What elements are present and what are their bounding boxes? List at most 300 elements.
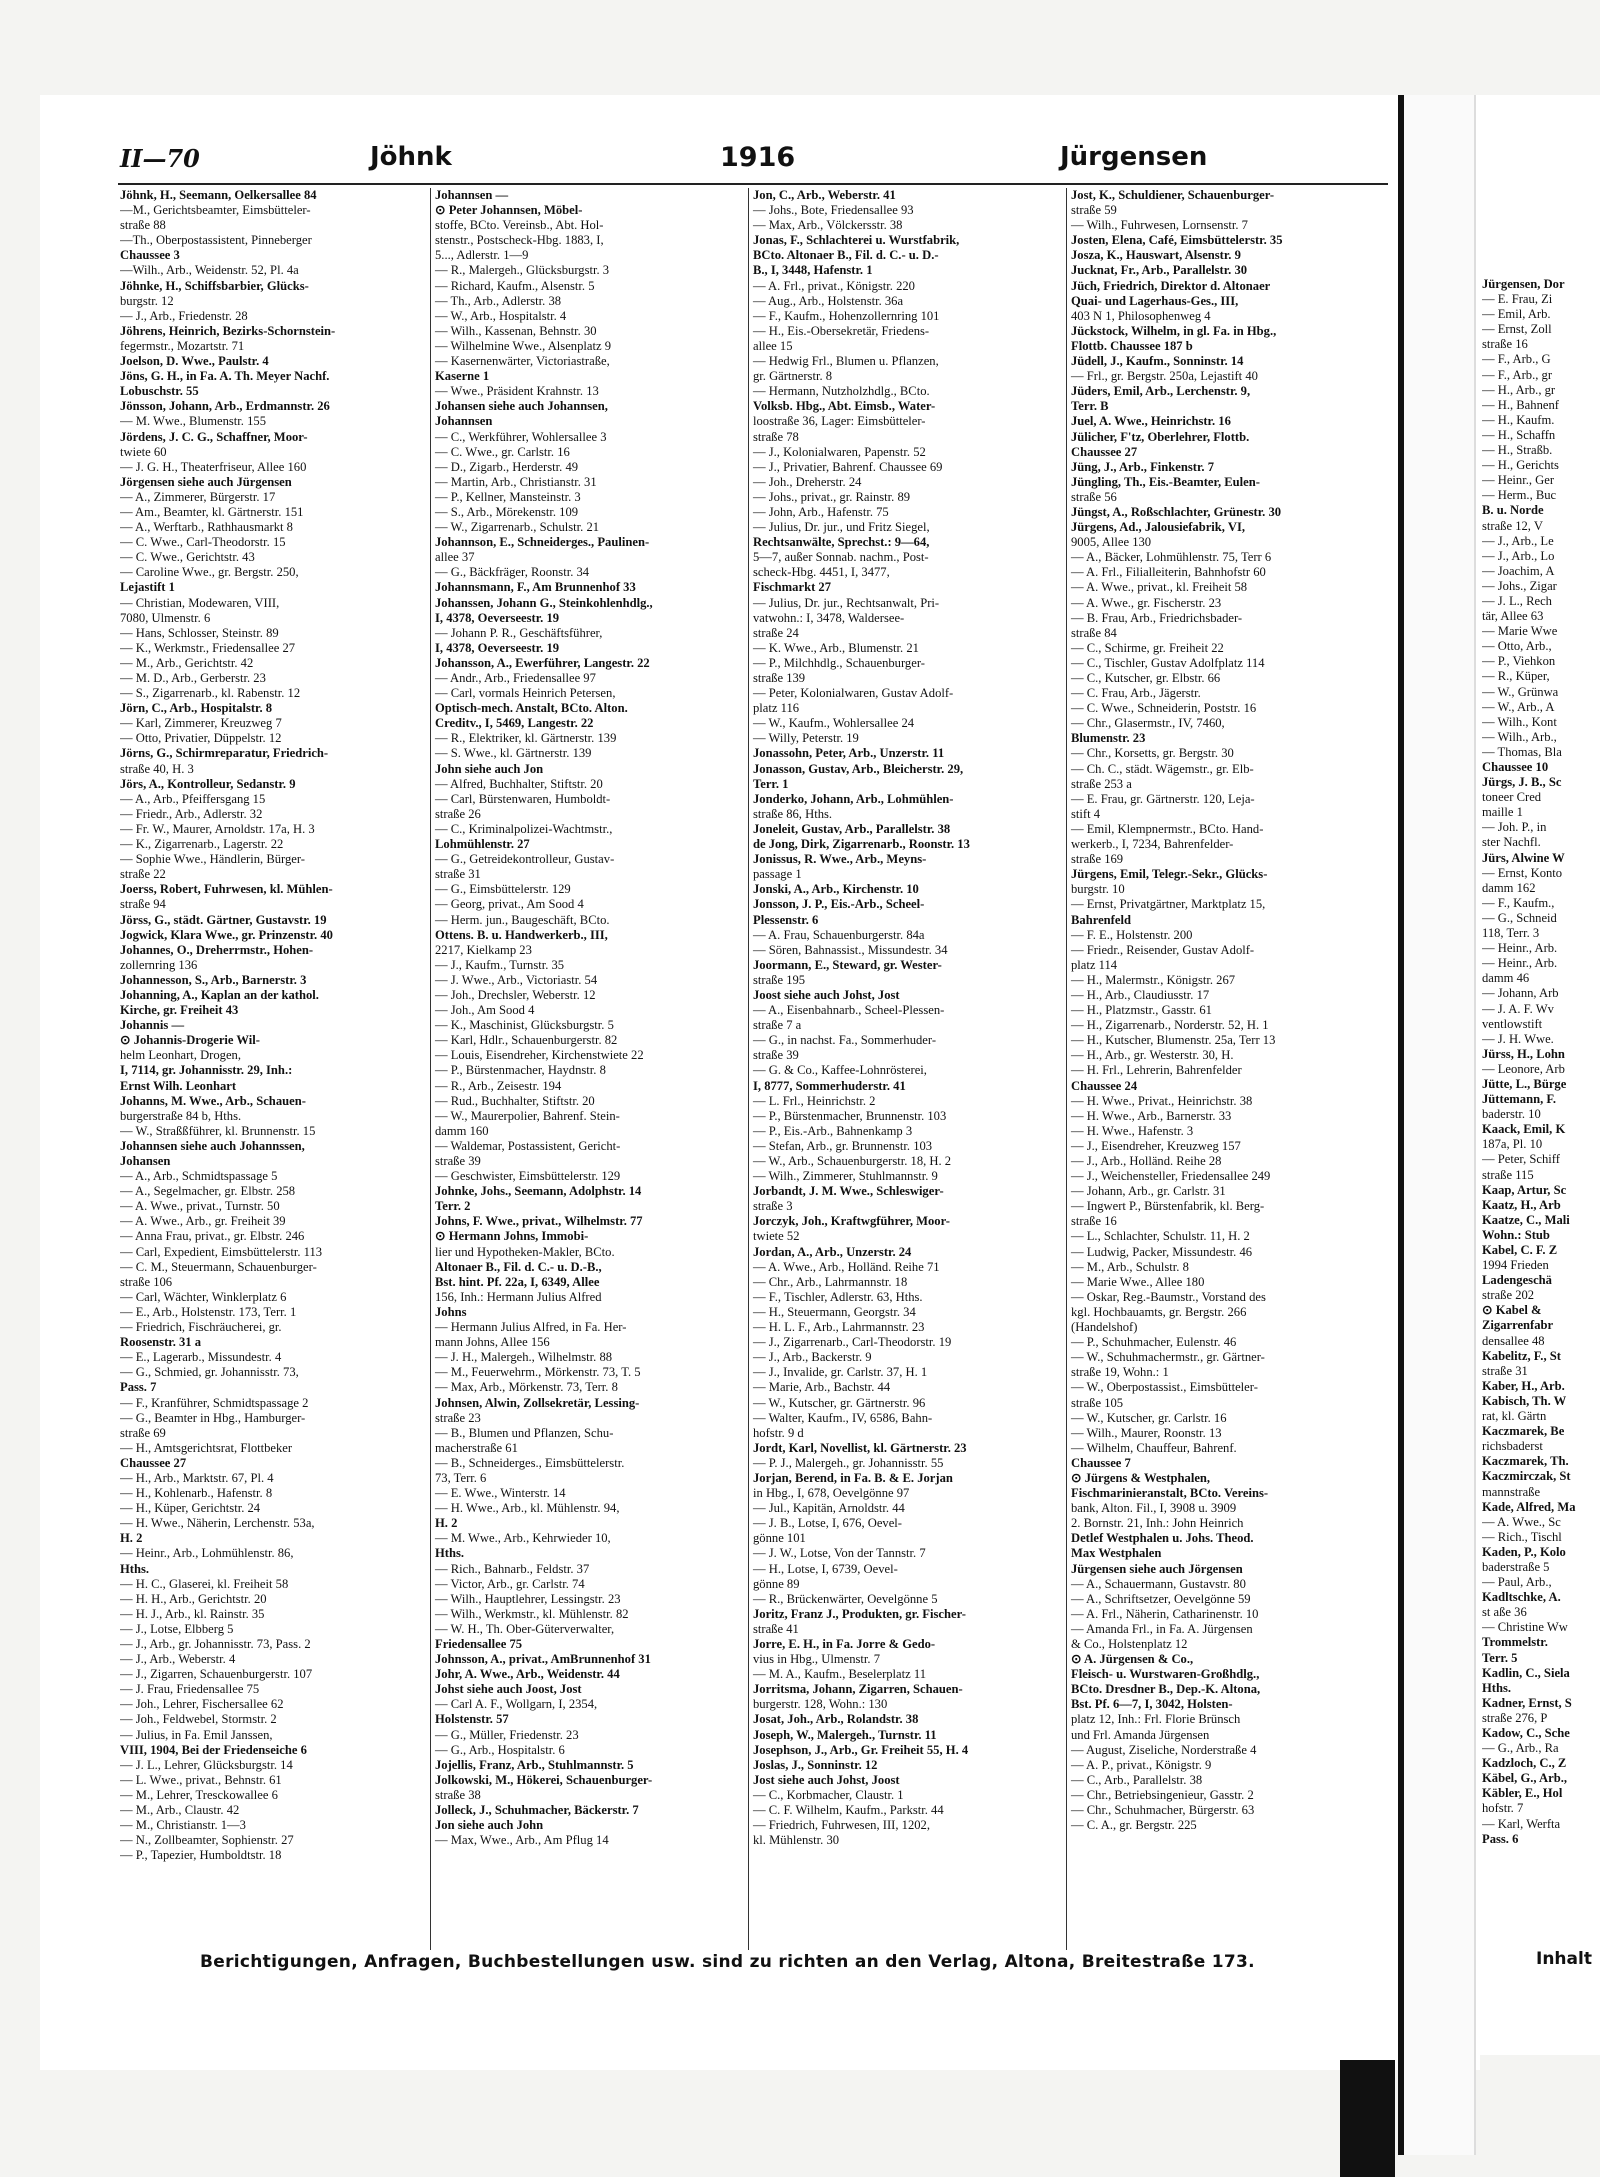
- directory-line: Terr. 5: [1482, 1650, 1518, 1665]
- directory-line: Johansson, A., Ewerführer, Langestr. 22: [435, 655, 650, 670]
- directory-line: I, 4378, Oeverseestr. 19: [435, 610, 560, 625]
- directory-line: — Wilh., Arb.,: [1482, 729, 1557, 744]
- directory-line: Josat, Joh., Arb., Rolandstr. 38: [753, 1712, 919, 1727]
- directory-line: Fischmarinieranstalt, BCto. Vereins-: [1071, 1486, 1269, 1501]
- directory-line: Jonassohn, Peter, Arb., Unzerstr. 11: [753, 746, 945, 761]
- directory-line: — J., Arb., Backerstr. 9: [753, 1350, 872, 1365]
- directory-line: Ottens. B. u. Handwerkerb., III,: [435, 927, 608, 942]
- directory-line: Joormann, E., Steward, gr. Wester-: [753, 957, 942, 972]
- directory-line: — Ernst, Zoll: [1482, 322, 1552, 337]
- directory-line: Jost siehe auch Johst, Joost: [753, 1772, 900, 1787]
- directory-line: straße 202: [1482, 1288, 1535, 1303]
- directory-line: Jonas, F., Schlachterei u. Wurstfabrik,: [753, 233, 960, 248]
- directory-line: — W., Straßßführer, kl. Brunnenstr. 15: [120, 1123, 316, 1138]
- directory-line: — L. Frl., Heinrichstr. 2: [753, 1093, 876, 1108]
- directory-line: Fleisch- u. Wurstwaren-Großhdlg.,: [1071, 1667, 1260, 1682]
- directory-line: — Christian, Modewaren, VIII,: [120, 595, 280, 610]
- directory-line: Bahrenfeld: [1071, 912, 1131, 927]
- directory-line: — J., Arb., Weberstr. 4: [120, 1652, 236, 1667]
- directory-line: — Amanda Frl., in Fa. A. Jürgensen: [1071, 1621, 1253, 1636]
- directory-line: burgstr. 10: [1071, 882, 1125, 897]
- facing-page-footer: Inhalt: [1536, 1949, 1592, 1969]
- directory-line: — Wilh., Hauptlehrer, Lessingstr. 23: [435, 1591, 621, 1606]
- directory-line: Lohmühlenstr. 27: [435, 837, 530, 852]
- directory-line: — A., Bäcker, Lohmühlenstr. 75, Terr 6: [1071, 550, 1272, 565]
- directory-line: stenstr., Postscheck-Hbg. 1883, I,: [435, 233, 604, 248]
- directory-line: burgerstr. 128, Wohn.: 130: [753, 1697, 888, 1712]
- directory-line: — Ernst, Privatgärtner, Marktplatz 15,: [1071, 897, 1266, 912]
- directory-line: allee 15: [753, 338, 793, 353]
- directory-line: — R., Elektriker, kl. Gärtnerstr. 139: [435, 731, 617, 746]
- directory-line: Ernst Wilh. Leonhart: [120, 1078, 237, 1093]
- directory-line: — G., Arb., Hospitalstr. 6: [435, 1742, 565, 1757]
- directory-line: straße 39: [753, 1048, 799, 1063]
- directory-line: — C. F. Wilhelm, Kaufm., Parkstr. 44: [753, 1803, 944, 1818]
- directory-line: Johr, A. Wwe., Arb., Weidenstr. 44: [435, 1667, 620, 1682]
- directory-line: straße 253 a: [1071, 776, 1132, 791]
- directory-line: — J. Wwe., Arb., Victoriastr. 54: [435, 972, 598, 987]
- directory-line: Johnke, Johs., Seemann, Adolphstr. 14: [435, 1184, 642, 1199]
- directory-line: Kade, Alfred, Ma: [1482, 1499, 1576, 1514]
- directory-line: Hths.: [120, 1561, 150, 1576]
- directory-line: richsbaderst: [1482, 1439, 1543, 1454]
- directory-line: straße 195: [753, 972, 806, 987]
- directory-line: — Heinr., Ger: [1482, 473, 1555, 488]
- directory-line: Pass. 6: [1482, 1831, 1519, 1846]
- directory-line: Lejastift 1: [120, 580, 175, 595]
- directory-line: — J., Arb., Lo: [1482, 548, 1555, 563]
- directory-line: 2217, Kielkamp 23: [435, 942, 532, 957]
- directory-line: — P., Eis.-Arb., Bahnenkamp 3: [753, 1123, 913, 1138]
- directory-line: 403 N 1, Philosophenweg 4: [1071, 308, 1211, 323]
- directory-line: — Heinr., Arb.: [1482, 956, 1558, 971]
- directory-line: und Frl. Amanda Jürgensen: [1071, 1727, 1210, 1742]
- directory-line: Jonissus, R. Wwe., Arb., Meyns-: [753, 852, 927, 867]
- directory-line: — B., Blumen und Pflanzen, Schu-: [435, 1425, 614, 1440]
- directory-line: — J. H., Malergeh., Wilhelmstr. 88: [435, 1350, 613, 1365]
- directory-line: — Joh., Lehrer, Fischersallee 62: [120, 1697, 284, 1712]
- running-head-first-entry: Jöhnk: [370, 142, 452, 172]
- directory-line: — J., Arb., Le: [1482, 533, 1554, 548]
- directory-line: — P., Kellner, Mansteinstr. 3: [435, 489, 581, 504]
- directory-line: Johannsen —: [435, 188, 509, 202]
- directory-line: — H. Frl., Lehrerin, Bahrenfelder: [1071, 1063, 1242, 1078]
- binding-edge: [1340, 2060, 1395, 2177]
- directory-line: — Johann P. R., Geschäftsführer,: [435, 625, 603, 640]
- directory-line: baderstr. 10: [1482, 1107, 1541, 1122]
- directory-line: kl. Mühlenstr. 30: [753, 1833, 840, 1848]
- directory-line: — W. H., Th. Ober-Güterverwalter,: [435, 1621, 615, 1636]
- directory-line: — H., Amtsgerichtsrat, Flottbeker: [120, 1440, 293, 1455]
- page-footer-notice: Berichtigungen, Anfragen, Buchbestellungen usw. sind zu richten an den Verlag, Altona, Breitestraße 173.: [200, 1952, 1255, 1972]
- directory-line: Wohn.: Stub: [1482, 1227, 1550, 1242]
- directory-line: — J. L., Lehrer, Glücksburgstr. 14: [120, 1757, 293, 1772]
- directory-line: — Julius, in Fa. Emil Janssen,: [120, 1727, 273, 1742]
- directory-line: — H. Wwe., Hafenstr. 3: [1071, 1123, 1194, 1138]
- directory-line: — W., Oberpostassist., Eimsbütteler-: [1071, 1380, 1258, 1395]
- directory-line: — B., Schneiderges., Eimsbüttelerstr.: [435, 1455, 625, 1470]
- directory-line: Jojellis, Franz, Arb., Stuhlmannstr. 5: [435, 1757, 634, 1772]
- directory-line: Terr. 2: [435, 1199, 471, 1214]
- directory-line: — Wilh., Zimmerer, Stuhlmannstr. 9: [753, 1169, 938, 1184]
- directory-line: Jorbandt, J. M. Wwe., Schleswiger-: [753, 1184, 944, 1199]
- directory-line: Trommelstr.: [1482, 1635, 1548, 1650]
- directory-line: Kaczmarek, Be: [1482, 1424, 1565, 1439]
- directory-line: Johannson, E., Schneiderges., Paulinen-: [435, 535, 650, 550]
- directory-line: — H., Kaufm.: [1482, 412, 1555, 427]
- directory-line: straße 40, H. 3: [120, 761, 194, 776]
- directory-line: scheck-Hbg. 4451, I, 3477,: [753, 565, 890, 580]
- directory-line: Kabisch, Th. W: [1482, 1393, 1567, 1408]
- directory-line: Kaatze, C., Mali: [1482, 1212, 1570, 1227]
- directory-line: — Carl, vormals Heinrich Petersen,: [435, 686, 616, 701]
- directory-line: — H., Küper, Gerichtstr. 24: [120, 1501, 261, 1516]
- directory-line: straße 16: [1482, 337, 1528, 352]
- directory-column-1: [120, 188, 425, 1950]
- directory-line: — A. Wwe., Arb., Holländ. Reihe 71: [753, 1259, 940, 1274]
- directory-line: — Leonore, Arb: [1482, 1061, 1565, 1076]
- directory-column-facing: [1482, 277, 1600, 1927]
- directory-line: Jöhrens, Heinrich, Bezirks-Schornstein-: [120, 323, 336, 338]
- directory-line: — J. L., Rech: [1482, 593, 1552, 608]
- directory-line: Kadner, Ernst, S: [1482, 1695, 1572, 1710]
- directory-line: — H., Arb., gr: [1482, 382, 1556, 397]
- directory-line: — R., Malergeh., Glücksburgstr. 3: [435, 263, 610, 278]
- page-number: II—70: [120, 144, 200, 173]
- directory-line: — Heinr., Arb., Lohmühlenstr. 86,: [120, 1546, 294, 1561]
- directory-line: — H., Bahnenf: [1482, 397, 1559, 412]
- directory-line: — K., Maschinist, Glücksburgstr. 5: [435, 1018, 614, 1033]
- directory-line: — H., Kohlenarb., Hafenstr. 8: [120, 1486, 273, 1501]
- directory-line: damm 160: [435, 1123, 489, 1138]
- directory-line: densallee 48: [1482, 1333, 1545, 1348]
- directory-line: — P., Schuhmacher, Eulenstr. 46: [1071, 1335, 1237, 1350]
- directory-line: Jogwick, Klara Wwe., gr. Prinzenstr. 40: [120, 927, 333, 942]
- directory-line: — Victor, Arb., gr. Carlstr. 74: [435, 1576, 585, 1591]
- directory-line: straße 94: [120, 897, 166, 912]
- directory-line: — P., Bürstenmacher, Brunnenstr. 103: [753, 1108, 947, 1123]
- directory-line: 73, Terr. 6: [435, 1470, 487, 1485]
- directory-line: Bst. Pf. 6—7, I, 3042, Holsten-: [1071, 1697, 1233, 1712]
- directory-line: B. u. Norde: [1482, 503, 1544, 518]
- directory-line: — F., Kranführer, Schmidtspassage 2: [120, 1395, 309, 1410]
- directory-line: I, 7114, gr. Johannisstr. 29, Inh.:: [120, 1063, 293, 1078]
- directory-line: — Willy, Peterstr. 19: [753, 731, 859, 746]
- directory-line: — Chr., Korsetts, gr. Bergstr. 30: [1071, 746, 1234, 761]
- directory-line: Kaatz, H., Arb: [1482, 1197, 1561, 1212]
- directory-line: — W., Kaufm., Wohlersallee 24: [753, 716, 915, 731]
- directory-line: — A., Werftarb., Rathhausmarkt 8: [120, 520, 293, 535]
- directory-line: — K. Wwe., Arb., Blumenstr. 21: [753, 640, 919, 655]
- directory-line: Jürgensen siehe auch Jörgensen: [1071, 1561, 1243, 1576]
- directory-line: Joneleit, Gustav, Arb., Parallelstr. 38: [753, 821, 951, 836]
- directory-line: — C. Wwe., Schneiderin, Poststr. 16: [1071, 701, 1257, 716]
- directory-line: — C., Arb., Parallelstr. 38: [1071, 1772, 1203, 1787]
- directory-line: — G., in nachst. Fa., Sommerhuder-: [753, 1033, 937, 1048]
- directory-line: 5..., Adlerstr. 1—9: [435, 248, 529, 263]
- directory-line: — D., Zigarb., Herderstr. 49: [435, 459, 579, 474]
- directory-line: — R., Arb., Zeisestr. 194: [435, 1078, 562, 1093]
- directory-line: passage 1: [753, 867, 802, 882]
- directory-line: — W., Kutscher, gr. Gärtnerstr. 96: [753, 1395, 926, 1410]
- directory-line: Terr. B: [1071, 399, 1109, 414]
- directory-line: straße 86, Hths.: [753, 806, 833, 821]
- directory-line: Jonski, A., Arb., Kirchenstr. 10: [753, 882, 919, 897]
- directory-line: Johannsen: [435, 414, 493, 429]
- directory-line: Terr. 1: [753, 776, 789, 791]
- directory-line: Jüngst, A., Roßschlachter, Grünestr. 30: [1071, 504, 1282, 519]
- directory-line: — W., Maurerpolier, Bahrenf. Stein-: [435, 1108, 620, 1123]
- directory-line: — A. Frau, Schauenburgerstr. 84a: [753, 927, 925, 942]
- directory-line: Johansen: [120, 1154, 171, 1168]
- directory-line: — Stefan, Arb., gr. Brunnenstr. 103: [753, 1138, 933, 1153]
- directory-line: — Johs., Zigar: [1482, 578, 1557, 593]
- directory-line: — H., Arb., gr. Westerstr. 30, H.: [1071, 1048, 1234, 1063]
- directory-line: — J. G. H., Theaterfriseur, Allee 160: [120, 459, 307, 474]
- directory-line: — L., Schlachter, Schulstr. 11, H. 2: [1071, 1229, 1250, 1244]
- directory-line: — J., Kolonialwaren, Papenstr. 52: [753, 444, 926, 459]
- directory-line: straße 276, P: [1482, 1710, 1548, 1725]
- directory-line: — S., Arb., Mörekenstr. 109: [435, 504, 579, 519]
- directory-line: — Friedrich, Fuhrwesen, III, 1202,: [753, 1818, 930, 1833]
- directory-line: Käbler, E., Hol: [1482, 1786, 1563, 1801]
- directory-line: — G., Arb., Ra: [1482, 1741, 1559, 1756]
- directory-line: — M. D., Arb., Gerberstr. 23: [120, 671, 266, 685]
- header-rule: [118, 183, 1388, 185]
- directory-line: — G., Schneid: [1482, 910, 1557, 925]
- directory-line: Jörs, A., Kontrolleur, Sedanstr. 9: [120, 776, 296, 791]
- directory-line: — Friedr., Reisender, Gustav Adolf-: [1071, 942, 1255, 957]
- directory-line: gönne 101: [753, 1531, 806, 1546]
- directory-line: John siehe auch Jon: [435, 761, 544, 776]
- directory-line: kgl. Hochbauamts, gr. Bergstr. 266: [1071, 1304, 1247, 1319]
- directory-line: st aße 36: [1482, 1605, 1527, 1620]
- directory-line: — Max, Arb., Völckersstr. 38: [753, 218, 903, 233]
- directory-line: Johst siehe auch Joost, Jost: [435, 1682, 582, 1697]
- directory-line: — Karl, Hdlr., Schauenburgerstr. 82: [435, 1033, 618, 1048]
- directory-line: Jordan, A., Arb., Unzerstr. 24: [753, 1244, 912, 1259]
- directory-line: — Johs., Bote, Friedensallee 93: [753, 203, 914, 218]
- directory-line: Volksb. Hbg., Abt. Eimsb., Water-: [753, 399, 936, 414]
- directory-line: — Julius, Dr. jur., Rechtsanwalt, Pri-: [753, 595, 940, 610]
- directory-line: ⊙ A. Jürgensen & Co.,: [1071, 1652, 1194, 1667]
- directory-line: Jordt, Karl, Novellist, kl. Gärtnerstr. 23: [753, 1440, 967, 1455]
- directory-line: — Walter, Kaufm., IV, 6586, Bahn-: [753, 1410, 933, 1425]
- directory-line: — Am., Beamter, kl. Gärtnerstr. 151: [120, 504, 304, 519]
- directory-line: — H. C., Glaserei, kl. Freiheit 58: [120, 1576, 289, 1591]
- directory-line: — Carl, Bürstenwaren, Humboldt-: [435, 791, 611, 806]
- directory-line: straße 19, Wohn.: 1: [1071, 1365, 1169, 1380]
- directory-line: — Julius, Dr. jur., und Fritz Siegel,: [753, 520, 930, 535]
- directory-line: — Ernst, Konto: [1482, 865, 1563, 880]
- directory-line: Creditv., I, 5469, Langestr. 22: [435, 716, 594, 731]
- directory-line: Flottb. Chaussee 187 b: [1071, 338, 1193, 353]
- directory-line: Johanssen, Johann G., Steinkohlenhdlg.,: [435, 595, 653, 610]
- directory-line: — Carl A. F., Wollgarn, I, 2354,: [435, 1697, 598, 1712]
- directory-line: — J., Eisendreher, Kreuzweg 157: [1071, 1138, 1241, 1153]
- directory-line: straße 24: [753, 625, 799, 640]
- directory-line: zollernring 136: [120, 957, 198, 972]
- directory-line: — Ingwert P., Bürstenfabrik, kl. Berg-: [1071, 1199, 1265, 1214]
- directory-line: helm Leonhart, Drogen,: [120, 1048, 241, 1063]
- directory-line: — R., Brückenwärter, Oevelgönne 5: [753, 1591, 938, 1606]
- directory-line: — K., Werkmstr., Friedensallee 27: [120, 640, 296, 655]
- directory-line: — Johann, Arb., gr. Carlstr. 31: [1071, 1184, 1226, 1199]
- directory-line: ⊙ Jürgens & Westphalen,: [1071, 1470, 1211, 1485]
- directory-line: Joerss, Robert, Fuhrwesen, kl. Mühlen-: [120, 882, 333, 897]
- directory-line: BCto. Dresdner B., Dep.-K. Altona,: [1071, 1682, 1261, 1697]
- directory-line: — Hedwig Frl., Blumen u. Pflanzen,: [753, 354, 939, 369]
- directory-line: — G., Bäckfräger, Roonstr. 34: [435, 565, 590, 580]
- directory-line: — P. J., Malergeh., gr. Johannisstr. 55: [753, 1455, 944, 1470]
- directory-line: — W., Zigarrenarb., Schulstr. 21: [435, 520, 600, 535]
- directory-line: — C. M., Steuermann, Schauenburger-: [120, 1259, 317, 1274]
- directory-line: —Wilh., Arb., Weidenstr. 52, Pl. 4a: [120, 263, 299, 278]
- directory-line: — J., Arb., Friedenstr. 28: [120, 308, 248, 323]
- directory-line: — Rich., Tischl: [1482, 1529, 1562, 1544]
- directory-line: Johanning, A., Kaplan an der kathol.: [120, 987, 319, 1002]
- directory-line: — Oskar, Reg.-Baumstr., Vorstand des: [1071, 1289, 1266, 1304]
- directory-line: Jürs, Alwine W: [1482, 850, 1565, 865]
- directory-line: — C., Schirme, gr. Freiheit 22: [1071, 640, 1224, 655]
- directory-line: — Peter, Schiff: [1482, 1152, 1560, 1167]
- directory-line: Chaussee 3: [120, 248, 180, 263]
- directory-line: Detlef Westphalen u. Johs. Theod.: [1071, 1531, 1254, 1546]
- directory-line: Jon siehe auch John: [435, 1818, 544, 1833]
- directory-line: Jüng, J., Arb., Finkenstr. 7: [1071, 459, 1214, 474]
- directory-line: — Kasernenwärter, Victoriastraße,: [435, 354, 610, 369]
- directory-line: — August, Ziseliche, Norderstraße 4: [1071, 1742, 1257, 1757]
- directory-line: — H. Wwe., Arb., Barnerstr. 33: [1071, 1108, 1232, 1123]
- directory-line: — M., Feuerwehrm., Mörkenstr. 73, T. 5: [435, 1365, 641, 1380]
- directory-line: — Joh., Drechsler, Weberstr. 12: [435, 987, 596, 1002]
- directory-line: platz 116: [753, 701, 800, 716]
- directory-line: — F., Tischler, Adlerstr. 63, Hths.: [753, 1289, 923, 1304]
- directory-line: damm 162: [1482, 880, 1536, 895]
- directory-line: straße 22: [120, 867, 166, 882]
- directory-line: Jördens, J. C. G., Schaffner, Moor-: [120, 429, 308, 444]
- directory-line: straße 7 a: [753, 1018, 802, 1033]
- directory-line: Pass. 7: [120, 1380, 157, 1395]
- directory-line: — J., Invalide, gr. Carlstr. 37, H. 1: [753, 1365, 928, 1380]
- directory-line: allee 37: [435, 550, 475, 565]
- directory-line: — C. Wwe., Gerichtstr. 43: [120, 550, 255, 565]
- directory-line: — Joh. P., in: [1482, 820, 1547, 835]
- directory-line: — M., Arb., Schulstr. 8: [1071, 1259, 1189, 1274]
- directory-line: — Marie, Arb., Bachstr. 44: [753, 1380, 891, 1395]
- directory-line: — Joh., Feldwebel, Stormstr. 2: [120, 1712, 277, 1727]
- directory-line: — Wilh., Kont: [1482, 714, 1557, 729]
- directory-line: Jöns, G. H., in Fa. A. Th. Meyer Nachf.: [120, 369, 330, 384]
- directory-line: 187a, Pl. 10: [1482, 1137, 1543, 1152]
- directory-line: — A., Eisenbahnarb., Scheel-Plessen-: [753, 1003, 945, 1018]
- directory-line: — W., Grünwa: [1482, 684, 1559, 699]
- directory-line: damm 46: [1482, 971, 1530, 986]
- directory-line: — M. Wwe., Blumenstr. 155: [120, 414, 266, 429]
- directory-line: ⊙ Peter Johannsen, Möbel-: [435, 203, 583, 218]
- directory-line: Kaap, Artur, Sc: [1482, 1182, 1567, 1197]
- directory-line: — C. Wwe., Carl-Theodorstr. 15: [120, 535, 286, 550]
- directory-line: Kadow, C., Sche: [1482, 1726, 1570, 1740]
- directory-line: Johnsson, A., privat., AmBrunnenhof 31: [435, 1652, 651, 1667]
- directory-line: platz 12, Inh.: Frl. Florie Brünsch: [1071, 1712, 1241, 1727]
- directory-line: I, 8777, Sommerhuderstr. 41: [753, 1078, 906, 1093]
- directory-line: Johns, F. Wwe., privat., Wilhelmstr. 77: [435, 1214, 643, 1229]
- directory-line: straße 16: [1071, 1214, 1117, 1229]
- directory-line: vatwohn.: I, 3478, Waldersee-: [753, 610, 905, 625]
- directory-line: Plessenstr. 6: [753, 912, 819, 927]
- directory-line: lier und Hypotheken-Makler, BCto.: [435, 1244, 615, 1259]
- directory-line: fegermstr., Mozartstr. 71: [120, 338, 245, 353]
- directory-line: (Handelshof): [1071, 1320, 1138, 1335]
- directory-line: straße 84: [1071, 625, 1117, 640]
- directory-line: Chaussee 10: [1482, 760, 1549, 774]
- directory-line: — M., Arb., Claustr. 42: [120, 1803, 240, 1818]
- directory-line: ⊙ Hermann Johns, Immobi-: [435, 1229, 589, 1244]
- directory-line: Joslas, J., Sonninstr. 12: [753, 1757, 878, 1772]
- directory-line: — E. Wwe., Winterstr. 14: [435, 1486, 566, 1501]
- directory-line: Jorjan, Berend, in Fa. B. & E. Jorjan: [753, 1470, 953, 1485]
- directory-line: — J., Weichensteller, Friedensallee 249: [1071, 1169, 1271, 1184]
- directory-line: — A. Frl., Filialleiterin, Bahnhofstr 60: [1071, 565, 1266, 580]
- directory-line: stift 4: [1071, 806, 1101, 821]
- directory-line: Hths.: [435, 1546, 465, 1561]
- directory-line: — G., Schmied, gr. Johannisstr. 73,: [120, 1365, 299, 1380]
- directory-line: — Waldemar, Postassistent, Gericht-: [435, 1138, 621, 1153]
- directory-line: straße 39: [435, 1154, 481, 1168]
- directory-column-3: [748, 188, 1065, 1950]
- directory-line: — G., Eimsbüttelerstr. 129: [435, 882, 571, 897]
- directory-line: Joelson, D. Wwe., Paulstr. 4: [120, 354, 269, 369]
- directory-line: werkerb., I, 7234, Bahrenfelder-: [1071, 837, 1234, 852]
- directory-line: — C. Wwe., gr. Carlstr. 16: [435, 444, 570, 459]
- directory-line: — Max, Wwe., Arb., Am Pflug 14: [435, 1833, 609, 1848]
- directory-line: Josza, K., Hauswart, Alsenstr. 9: [1071, 248, 1241, 263]
- directory-line: — F., Kaufm., Hohenzollernring 101: [753, 308, 940, 323]
- directory-line: — W., Arb., A: [1482, 699, 1555, 714]
- directory-line: — A. Wwe., Arb., gr. Freiheit 39: [120, 1214, 286, 1229]
- directory-line: Jörns, G., Schirmreparatur, Friedrich-: [120, 746, 329, 761]
- directory-line: — J., Lotse, Elbberg 5: [120, 1621, 234, 1636]
- directory-line: Jonasson, Gustav, Arb., Bleicherstr. 29,: [753, 761, 964, 776]
- directory-line: Jürgens, Ad., Jalousiefabrik, VI,: [1071, 520, 1246, 535]
- directory-line: BCto. Altonaer B., Fil. d. C.- u. D.-: [753, 248, 939, 263]
- directory-line: — P., Viehkon: [1482, 654, 1556, 669]
- directory-line: — M. Wwe., Arb., Kehrwieder 10,: [435, 1531, 611, 1546]
- directory-line: — Wilh., Maurer, Roonstr. 13: [1071, 1425, 1222, 1440]
- directory-line: macherstraße 61: [435, 1440, 518, 1455]
- directory-line: twiete 52: [753, 1229, 800, 1244]
- directory-line: Jon, C., Arb., Weberstr. 41: [753, 188, 896, 202]
- directory-line: — Heinr., Arb.: [1482, 941, 1558, 956]
- directory-line: Johnsen, Alwin, Zollsekretär, Lessing-: [435, 1395, 640, 1410]
- directory-line: Josephson, J., Arb., Gr. Freiheit 55, H. 4: [753, 1742, 969, 1757]
- directory-line: — Anna Frau, privat., gr. Elbstr. 246: [120, 1229, 305, 1244]
- directory-line: — H., Arb., Marktstr. 67, Pl. 4: [120, 1470, 274, 1485]
- directory-line: Jüdell, J., Kaufm., Sonninstr. 14: [1071, 354, 1244, 369]
- directory-line: 2. Bornstr. 21, Inh.: John Heinrich: [1071, 1516, 1244, 1531]
- directory-line: Jöhnk, H., Seemann, Oelkersallee 84: [120, 188, 317, 202]
- directory-line: stoffe, BCto. Vereinsb., Abt. Hol-: [435, 218, 604, 233]
- directory-line: — C. Frau, Arb., Jägerstr.: [1071, 686, 1201, 701]
- directory-line: — Wwe., Präsident Krahnstr. 13: [435, 384, 599, 399]
- directory-line: — Martin, Arb., Christianstr. 31: [435, 474, 597, 489]
- directory-line: — Herm., Buc: [1482, 488, 1557, 503]
- directory-line: ventlowstift: [1482, 1016, 1543, 1031]
- directory-line: — C., Korbmacher, Claustr. 1: [753, 1787, 904, 1802]
- directory-line: Jörgensen siehe auch Jürgensen: [120, 474, 292, 489]
- directory-line: — A. Frl., privat., Königstr. 220: [753, 278, 915, 293]
